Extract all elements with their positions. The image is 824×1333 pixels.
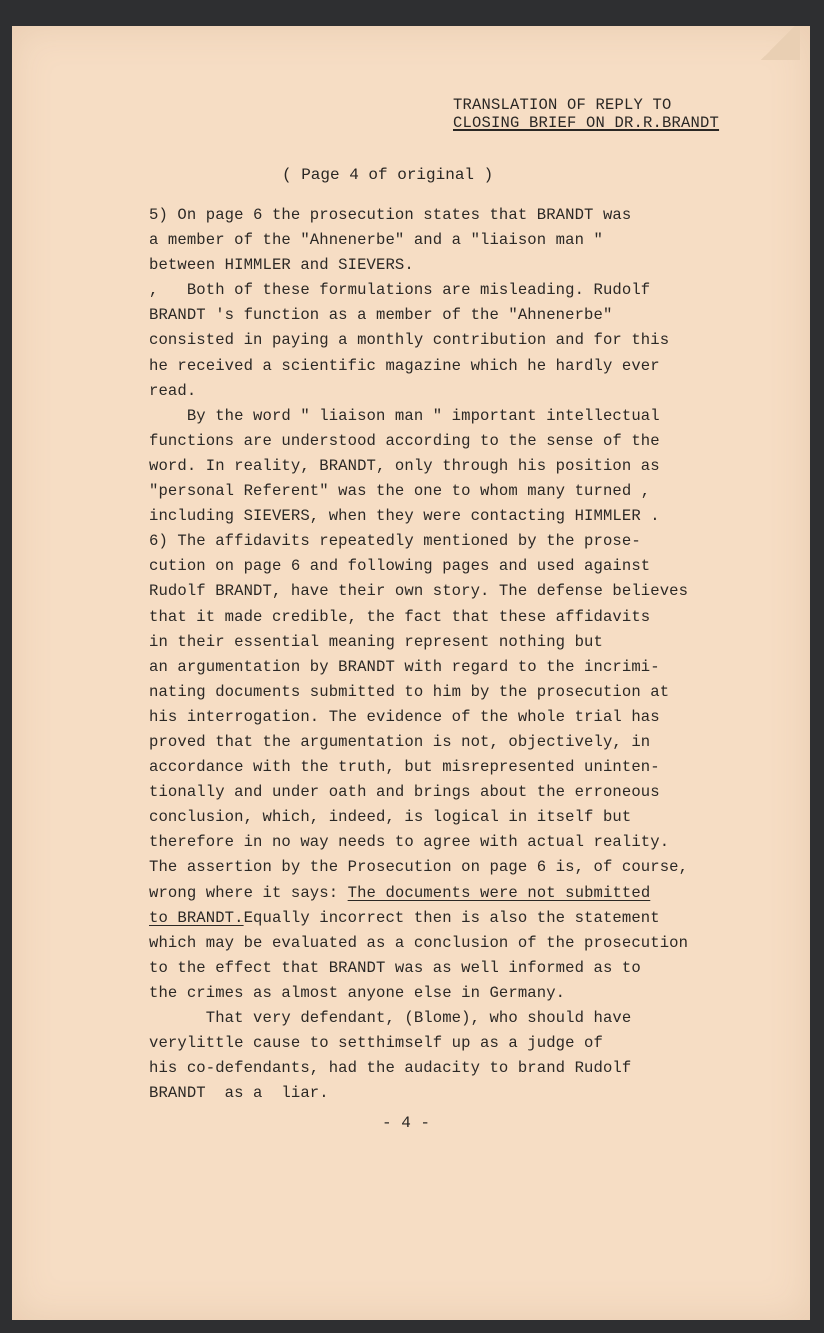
underlined-text: The documents were not submitted <box>347 883 651 902</box>
text-line: that it made credible, the fact that these affidavits <box>149 607 651 626</box>
text-line: nating documents submitted to him by the prosecution at <box>149 682 670 701</box>
text-line: functions are understood according to the sense of the <box>149 431 660 450</box>
text-line: "personal Referent" was the one to whom many turned , <box>149 482 651 501</box>
text-line: That very defendant, (Blome), who should have <box>149 1009 632 1027</box>
page-of-original-note: ( Page 4 of original ) <box>282 166 494 184</box>
text-line-with-underline <box>149 881 749 906</box>
text-line: cution on page 6 and following pages and used against <box>149 557 651 576</box>
text-line: consisted in paying a monthly contribution and for this <box>149 331 670 350</box>
text-line: tionally and under oath and brings about the erroneous <box>149 783 660 802</box>
text-line: verylittle cause to setthimself up as a judge of <box>149 1034 603 1053</box>
text-line: The assertion by the Prosecution on page 6 is, of course, <box>149 858 689 877</box>
text-line: conclusion, which, indeed, is logical in itself but <box>149 808 632 827</box>
document-page <box>12 26 810 1320</box>
underlined-text: to BRANDT. <box>149 908 244 927</box>
text-line: the crimes as almost anyone else in Germany. <box>149 983 566 1002</box>
text-line: in their essential meaning represent nothing but <box>149 632 603 651</box>
text-segment: Equally incorrect then is also the statement <box>243 908 660 927</box>
text-line: his co-defendants, had the audacity to brand Rudolf <box>149 1059 632 1078</box>
text-line: therefore in no way needs to agree with actual reality. <box>149 833 670 852</box>
text-segment: wrong where it says: <box>149 883 348 902</box>
text-line: to the effect that BRANDT was as well informed as to <box>149 958 641 977</box>
text-line-with-underline <box>149 906 749 931</box>
text-line: a member of the "Ahnenerbe" and a "liaison man " <box>149 231 603 250</box>
document-body <box>149 203 749 1106</box>
text-line: accordance with the truth, but misrepresented uninten- <box>149 758 660 777</box>
text-line: between HIMMLER and SIEVERS. <box>149 256 414 275</box>
text-line: BRANDT as a liar. <box>149 1084 329 1103</box>
text-line: 5) On page 6 the prosecution states that BRANDT was <box>149 206 632 224</box>
text-line: Rudolf BRANDT, have their own story. The defense believes <box>149 582 689 601</box>
text-line: he received a scientific magazine which he hardly ever <box>149 356 660 375</box>
folded-corner <box>756 26 800 60</box>
header-line-2: CLOSING BRIEF ON DR.R.BRANDT <box>453 114 720 132</box>
text-line: which may be evaluated as a conclusion of the prosecution <box>149 933 689 952</box>
page-number: - 4 - <box>382 1114 431 1132</box>
text-line: an argumentation by BRANDT with regard to the incrimi- <box>149 657 660 676</box>
text-line: word. In reality, BRANDT, only through his position as <box>149 456 660 475</box>
header-line-1: TRANSLATION OF REPLY TO <box>453 96 672 114</box>
text-line: BRANDT 's function as a member of the "Ahnenerbe" <box>149 306 613 325</box>
text-line: proved that the argumentation is not, objectively, in <box>149 732 651 751</box>
text-line: his interrogation. The evidence of the whole trial has <box>149 707 660 726</box>
text-line: including SIEVERS, when they were contacting HIMMLER . <box>149 507 660 526</box>
text-line: , Both of these formulations are misleading. Rudolf <box>149 281 651 300</box>
text-line: By the word " liaison man " important intellectual <box>149 406 660 425</box>
text-line: 6) The affidavits repeatedly mentioned by the prose- <box>149 532 641 551</box>
translation-header <box>453 96 719 132</box>
text-line: read. <box>149 381 197 400</box>
